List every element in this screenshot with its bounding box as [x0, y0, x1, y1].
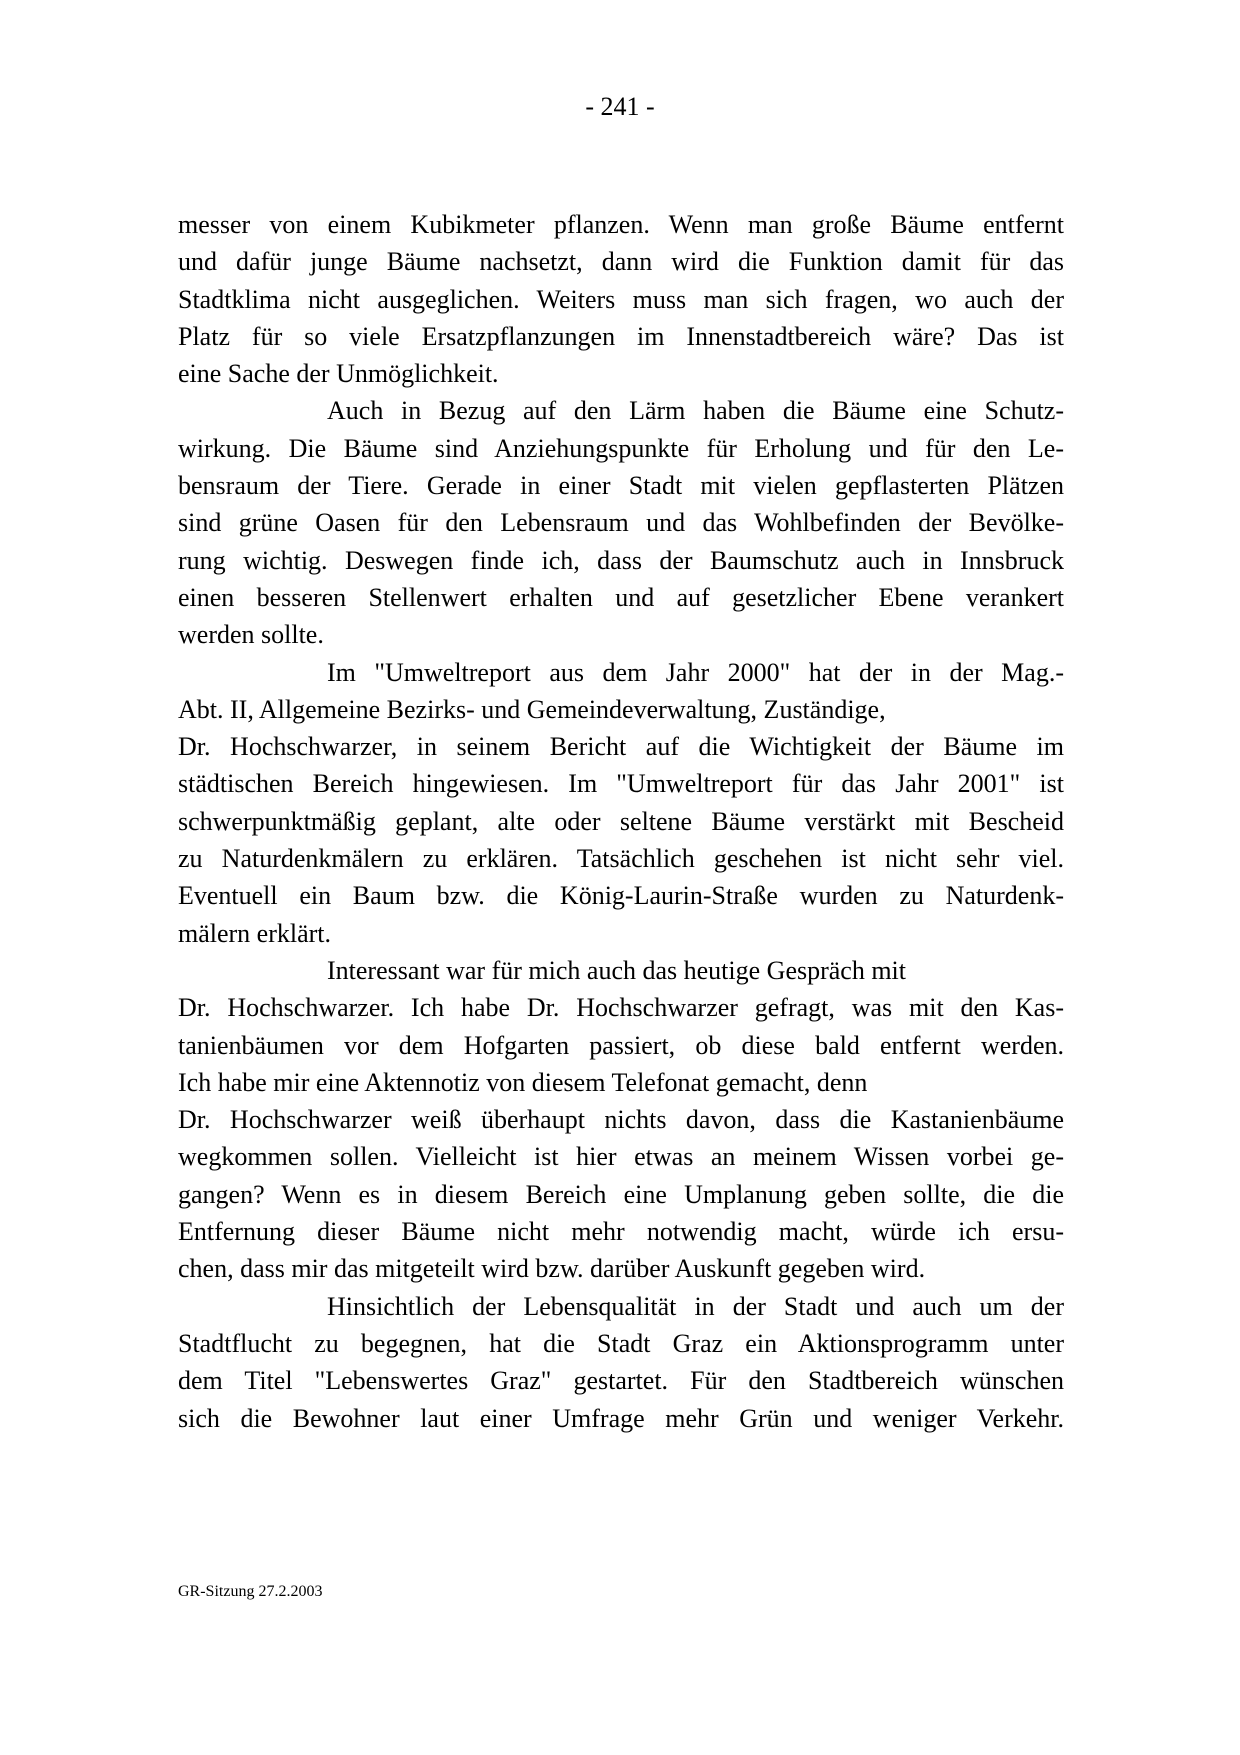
text-line: wirkung. Die Bäume sind Anziehungspunkte für Erholung und für den Le-: [178, 433, 1064, 463]
text-line: eine Sache der Unmöglichkeit.: [178, 359, 499, 389]
text-line: schwerpunktmäßig geplant, alte oder seltene Bäume verstärkt mit Bescheid: [178, 806, 1064, 836]
text-line: Stadtflucht zu begegnen, hat die Stadt Graz ein Aktionsprogramm unter: [178, 1328, 1064, 1358]
text-line: Dr. Hochschwarzer. Ich habe Dr. Hochschwarzer gefragt, was mit den Kas-: [178, 993, 1064, 1023]
text-line: Eventuell ein Baum bzw. die König-Laurin-Straße wurden zu Naturdenk-: [178, 881, 1064, 911]
text-line: bensraum der Tiere. Gerade in einer Stadt mit vielen gepflasterten Plätzen: [178, 471, 1064, 501]
text-line: sind grüne Oasen für den Lebensraum und das Wohlbefinden der Bevölke-: [178, 508, 1064, 538]
text-line: Platz für so viele Ersatzpflanzungen im Innenstadtbereich wäre? Das ist: [178, 321, 1064, 351]
paragraph-start-line: Im "Umweltreport aus dem Jahr 2000" hat der in der Mag.-: [327, 657, 1064, 687]
text-line: gangen? Wenn es in diesem Bereich eine Umplanung geben sollte, die die: [178, 1179, 1064, 1209]
text-line: rung wichtig. Deswegen finde ich, dass der Baumschutz auch in Innsbruck: [178, 545, 1064, 575]
text-line: und dafür junge Bäume nachsetzt, dann wird die Funktion damit für das: [178, 247, 1064, 277]
text-line: wegkommen sollen. Vielleicht ist hier etwas an meinem Wissen vorbei ge-: [178, 1142, 1064, 1172]
text-line: mälern erklärt.: [178, 918, 332, 948]
paragraph-start-line: Hinsichtlich der Lebensqualität in der Stadt und auch um der: [327, 1291, 1064, 1321]
text-line: tanienbäumen vor dem Hofgarten passiert, ob diese bald entfernt werden.: [178, 1030, 1064, 1060]
paragraph-start-line: Interessant war für mich auch das heutige Gespräch mit: [327, 955, 907, 985]
text-line: Ich habe mir eine Aktennotiz von diesem Telefonat gemacht, denn: [178, 1067, 868, 1097]
text-line: messer von einem Kubikmeter pflanzen. Wenn man große Bäume entfernt: [178, 210, 1064, 239]
text-line: Dr. Hochschwarzer weiß überhaupt nichts davon, dass die Kastanienbäume: [178, 1105, 1064, 1135]
body-text: [178, 206, 1064, 1437]
text-line: werden sollte.: [178, 620, 324, 650]
text-line: städtischen Bereich hingewiesen. Im "Umweltreport für das Jahr 2001" ist: [178, 769, 1064, 799]
text-line: zu Naturdenkmälern zu erklären. Tatsächlich geschehen ist nicht sehr viel.: [178, 844, 1064, 874]
text-line: Dr. Hochschwarzer, in seinem Bericht auf die Wichtigkeit der Bäume im: [178, 732, 1064, 762]
text-line: einen besseren Stellenwert erhalten und auf gesetzlicher Ebene verankert: [178, 582, 1064, 612]
text-line: Entfernung dieser Bäume nicht mehr notwendig macht, würde ich ersu-: [178, 1217, 1064, 1247]
page-number: - 241 -: [585, 92, 655, 121]
text-line: dem Titel "Lebenswertes Graz" gestartet. Für den Stadtbereich wünschen: [178, 1366, 1064, 1396]
page-footer: GR-Sitzung 27.2.2003: [178, 1583, 323, 1600]
text-line: Abt. II, Allgemeine Bezirks- und Gemeindeverwaltung, Zuständige,: [178, 694, 886, 724]
text-line: Stadtklima nicht ausgeglichen. Weiters muss man sich fragen, wo auch der: [178, 284, 1064, 314]
paragraph-start-line: Auch in Bezug auf den Lärm haben die Bäume eine Schutz-: [327, 396, 1064, 426]
text-line: chen, dass mir das mitgeteilt wird bzw. darüber Auskunft gegeben wird.: [178, 1254, 926, 1284]
text-line: sich die Bewohner laut einer Umfrage mehr Grün und weniger Verkehr.: [178, 1403, 1064, 1433]
